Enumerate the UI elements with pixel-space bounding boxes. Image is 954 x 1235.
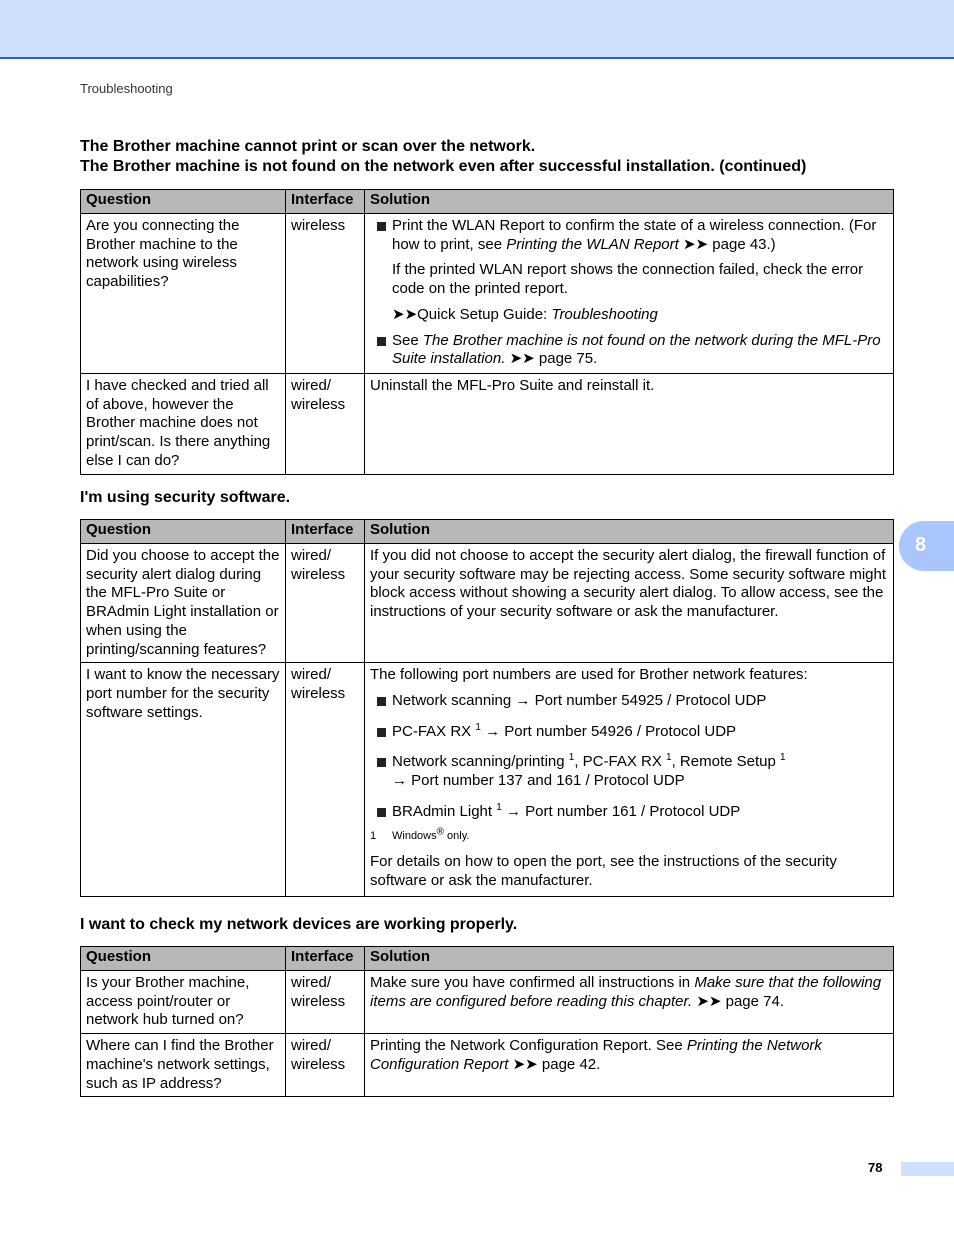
troubleshooting-table-network (80, 189, 894, 475)
column-header-interface: Interface (286, 190, 365, 214)
table-row (81, 214, 894, 374)
troubleshooting-table-security (80, 519, 894, 897)
column-header-solution: Solution (365, 190, 894, 214)
table-header-row (81, 190, 894, 214)
footnote-ref: 1 (666, 752, 672, 764)
interface-cell: wired/ wireless (286, 663, 365, 897)
troubleshooting-table-devices (80, 946, 894, 1097)
column-header-solution: Solution (365, 947, 894, 971)
footer-band (901, 1162, 954, 1176)
double-arrow-icon: ➤➤ (682, 235, 709, 253)
page-number: 78 (868, 1160, 883, 1175)
double-arrow-icon: ➤➤ (509, 350, 535, 368)
port-outro: For details on how to open the port, see the instructions of the security software or ask the manufacturer. (370, 853, 837, 889)
guide-reference: ➤➤Quick Setup Guide: Troubleshooting (392, 305, 658, 323)
header-band (0, 0, 954, 59)
table-header-row (81, 520, 894, 544)
section-title-devices: I want to check my network devices are working properly. (80, 916, 518, 933)
cross-reference-link[interactable]: Printing the WLAN Report (506, 235, 679, 253)
port-item: PC-FAX RX $^1$ → Port number 54926 / Protocol UDP (370, 723, 888, 742)
solution-cell: Make sure you have confirmed all instructions in Make sure that the following items are configured before reading this chapter. ➤➤ page 74. (365, 971, 894, 1034)
cross-reference-link[interactable]: The Brother machine is not found on the network during the MFL-Pro Suite installation. (392, 331, 881, 368)
table-row (81, 374, 894, 475)
footnote-ref: 1 (780, 752, 786, 764)
chapter-number: 8 (915, 534, 927, 556)
section-title-line2: The Brother machine is not found on the network even after successful installation. (continued) (80, 158, 807, 175)
question-cell: Is your Brother machine, access point/router or network hub turned on? (81, 971, 286, 1034)
question-cell: Did you choose to accept the security alert dialog during the MFL-Pro Suite or BRAdmin Light installation or when using the printing/scanning features? (81, 544, 286, 663)
question-cell: I want to know the necessary port number for the security software settings. (81, 663, 286, 897)
port-item: Network scanning/printing $^1$, PC-FAX RX $^1$, Remote Setup $^1$ → Port number 137 and 161 / Protocol UDP (370, 753, 888, 790)
table-row (81, 663, 894, 897)
section-title-line1: The Brother machine cannot print or scan over the network. (80, 138, 536, 155)
column-header-interface: Interface (286, 520, 365, 544)
arrow-icon: → (392, 772, 407, 790)
table-row (81, 544, 894, 663)
bullet-item: Print the WLAN Report to confirm the state of a wireless connection. (For how to print, see Printing the WLAN Report ➤➤ page 43.) (370, 217, 888, 254)
question-cell: Are you connecting the Brother machine to the network using wireless capabilities? (81, 214, 286, 374)
solution-cell: Uninstall the MFL-Pro Suite and reinstall it. (365, 374, 894, 475)
port-intro: The following port numbers are used for Brother network features: (370, 666, 808, 684)
solution-cell: Printing the Network Configuration Report. See Printing the Network Configuration Report ➤➤ page 42. (365, 1034, 894, 1097)
section-title-network (80, 137, 806, 177)
bullet-item: See The Brother machine is not found on the network during the MFL-Pro Suite installation. ➤➤ page 75. (370, 332, 888, 369)
column-header-solution: Solution (365, 520, 894, 544)
table-row (81, 1034, 894, 1097)
footnote-ref: 1 (496, 801, 502, 813)
question-cell: I have checked and tried all of above, however the Brother machine does not print/scan. Is there anything else I can do? (81, 374, 286, 475)
double-arrow-icon: ➤➤ (512, 1055, 538, 1073)
footnote-ref: 1 (568, 752, 575, 764)
table-header-row (81, 947, 894, 971)
interface-cell: wired/ wireless (286, 1034, 365, 1097)
solution-cell (365, 663, 894, 897)
port-item: Network scanning → Port number 54925 / Protocol UDP (370, 692, 888, 711)
arrow-icon: → (485, 722, 501, 740)
cross-reference-link[interactable]: Make sure that the following items are configured before reading this chapter. (370, 974, 882, 1010)
double-arrow-icon: ➤➤ (392, 305, 418, 323)
cross-reference-link[interactable]: Printing the Network Configuration Report (370, 1037, 822, 1073)
arrow-icon: → (515, 691, 531, 709)
column-header-question: Question (81, 947, 286, 971)
guide-reference-link[interactable]: Troubleshooting (551, 305, 658, 323)
column-header-question: Question (81, 190, 286, 214)
port-item: BRAdmin Light $^1$ → Port number 161 / Protocol UDP (370, 803, 888, 822)
bullet-note: If the printed WLAN report shows the connection failed, check the error code on the printed report. (392, 261, 864, 298)
chapter-tab (899, 521, 954, 571)
table-row (81, 971, 894, 1034)
interface-cell: wireless (286, 214, 365, 374)
interface-cell: wired/ wireless (286, 544, 365, 663)
section-title-security: I'm using security software. (80, 489, 291, 506)
column-header-interface: Interface (286, 947, 365, 971)
footnote: 1 Windows® only. (370, 826, 470, 843)
interface-cell: wired/ wireless (286, 971, 365, 1034)
interface-cell: wired/ wireless (286, 374, 365, 475)
column-header-question: Question (81, 520, 286, 544)
double-arrow-icon: ➤➤ (696, 992, 722, 1010)
solution-cell (365, 214, 894, 374)
solution-cell: If you did not choose to accept the security alert dialog, the firewall function of your security software may be rejecting access. Some security software might block access without showing a security alert dialog. To allow access, see the instructions of your security software or ask the manufacturer. (365, 544, 894, 663)
question-cell: Where can I find the Brother machine's network settings, such as IP address? (81, 1034, 286, 1097)
footnote-ref: 1 (475, 721, 481, 733)
breadcrumb: Troubleshooting (80, 81, 173, 96)
arrow-icon: → (505, 802, 521, 820)
